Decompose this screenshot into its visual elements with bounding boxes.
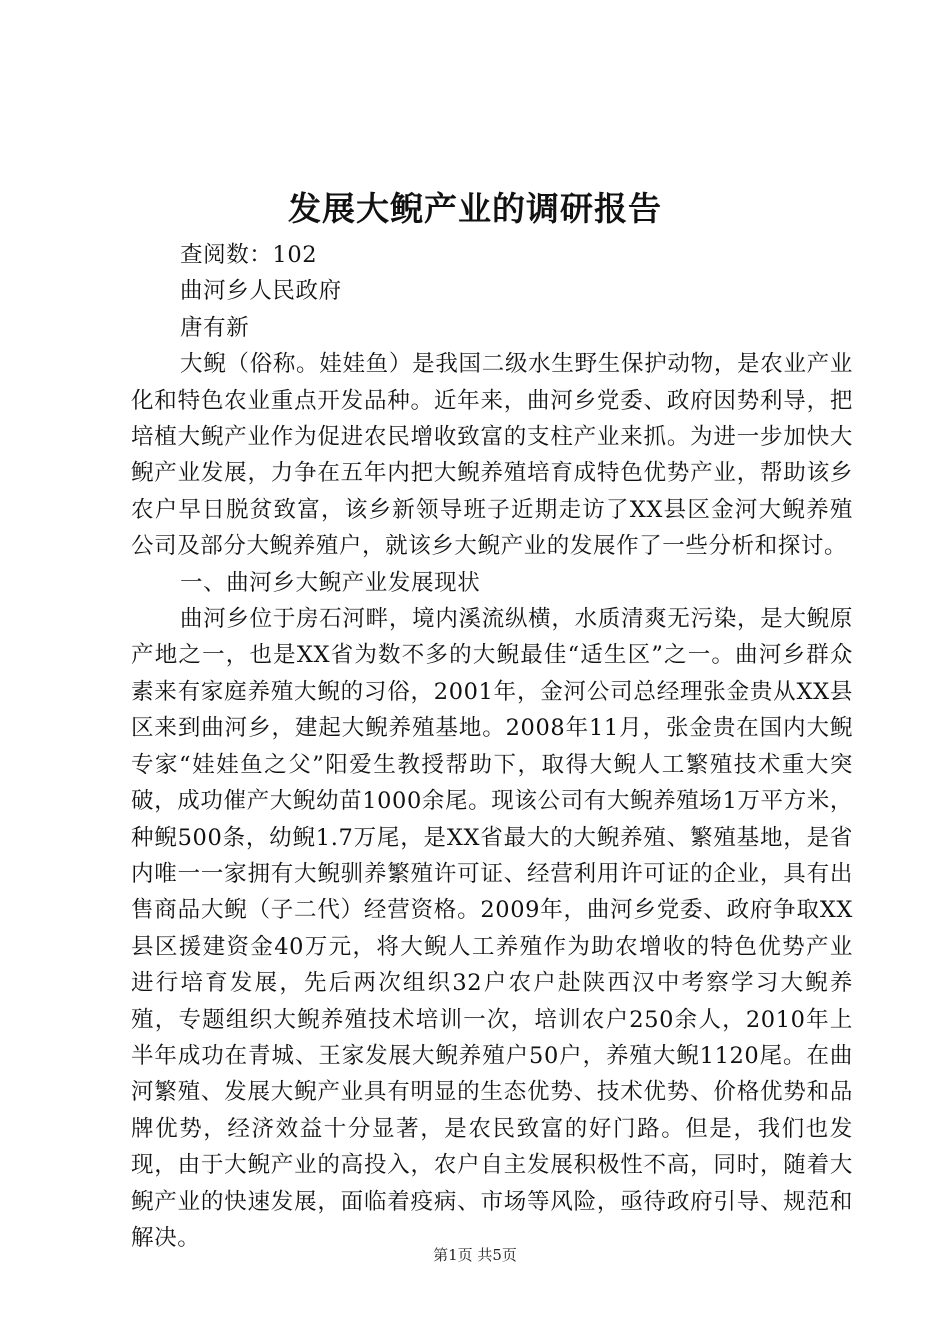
paragraph-intro: 大鲵（俗称。娃娃鱼）是我国二级水生野生保护动物，是农业产业化和特色农业重点开发品种。近年来，曲河乡党委、政府因势利导，把培植大鲵产业作为促进农民增收致富的支柱产业来抓。为进一步加快大鲵产业发展，力争在五年内把大鲵养殖培育成特色优势产业，帮助该乡农户早日脱贫致富，该乡新领导班子近期走访了XX县区金河大鲵养殖公司及部分大鲵养殖户，就该乡大鲵产业的发展作了一些分析和探讨。: [131, 351, 853, 560]
document-title: 发展大鲵产业的调研报告: [288, 189, 662, 228]
paragraph-status: 曲河乡位于房石河畔，境内溪流纵横，水质清爽无污染，是大鲵原产地之一，也是XX省为数不多的大鲵最佳“适生区”之一。曲河乡群众素来有家庭养殖大鲵的习俗，2001年，金河公司总经理张金贵从XX县区来到曲河乡，建起大鲵养殖基地。2008年11月，张金贵在国内大鲵专家“娃娃鱼之父”阳爱生教授帮助下，取得大鲵人工繁殖技术重大突破，成功催产大鲵幼苗1000余尾。现该公司有大鲵养殖场1万平方米，种鲵500条，幼鲵1.7万尾，是XX省最大的大鲵养殖、繁殖基地，是省内唯一一家拥有大鲵驯养繁殖许可证、经营利用许可证的企业，具有出售商品大鲵（子二代）经营资格。2009年，曲河乡党委、政府争取XX县区援建资金40万元，将大鲵人工养殖作为助农增收的特色优势产业进行培育发展，先后两次组织32户农户赴陕西汉中考察学习大鲵养殖，专题组织大鲵养殖技术培训一次，培训农户250余人，2010年上半年成功在青城、王家发展大鲵养殖户50户，养殖大鲵1120尾。在曲河繁殖、发展大鲵产业具有明显的生态优势、技术优势、价格优势和品牌优势，经济效益十分显著，是农民致富的好门路。但是，我们也发现，由于大鲵产业的高投入，农户自主发展积极性不高，同时，随着大鲵产业的快速发展，面临着疫病、市场等风险，亟待政府引导、规范和解决。: [131, 606, 853, 1251]
document-body: [131, 237, 853, 1256]
view-count: 查阅数：102: [180, 242, 318, 268]
page-indicator: 第1页 共5页: [433, 1246, 517, 1264]
section-heading: 一、曲河乡大鲵产业发展现状: [180, 569, 481, 596]
organization-name: 曲河乡人民政府: [180, 278, 342, 305]
author-name: 唐有新: [180, 314, 250, 341]
